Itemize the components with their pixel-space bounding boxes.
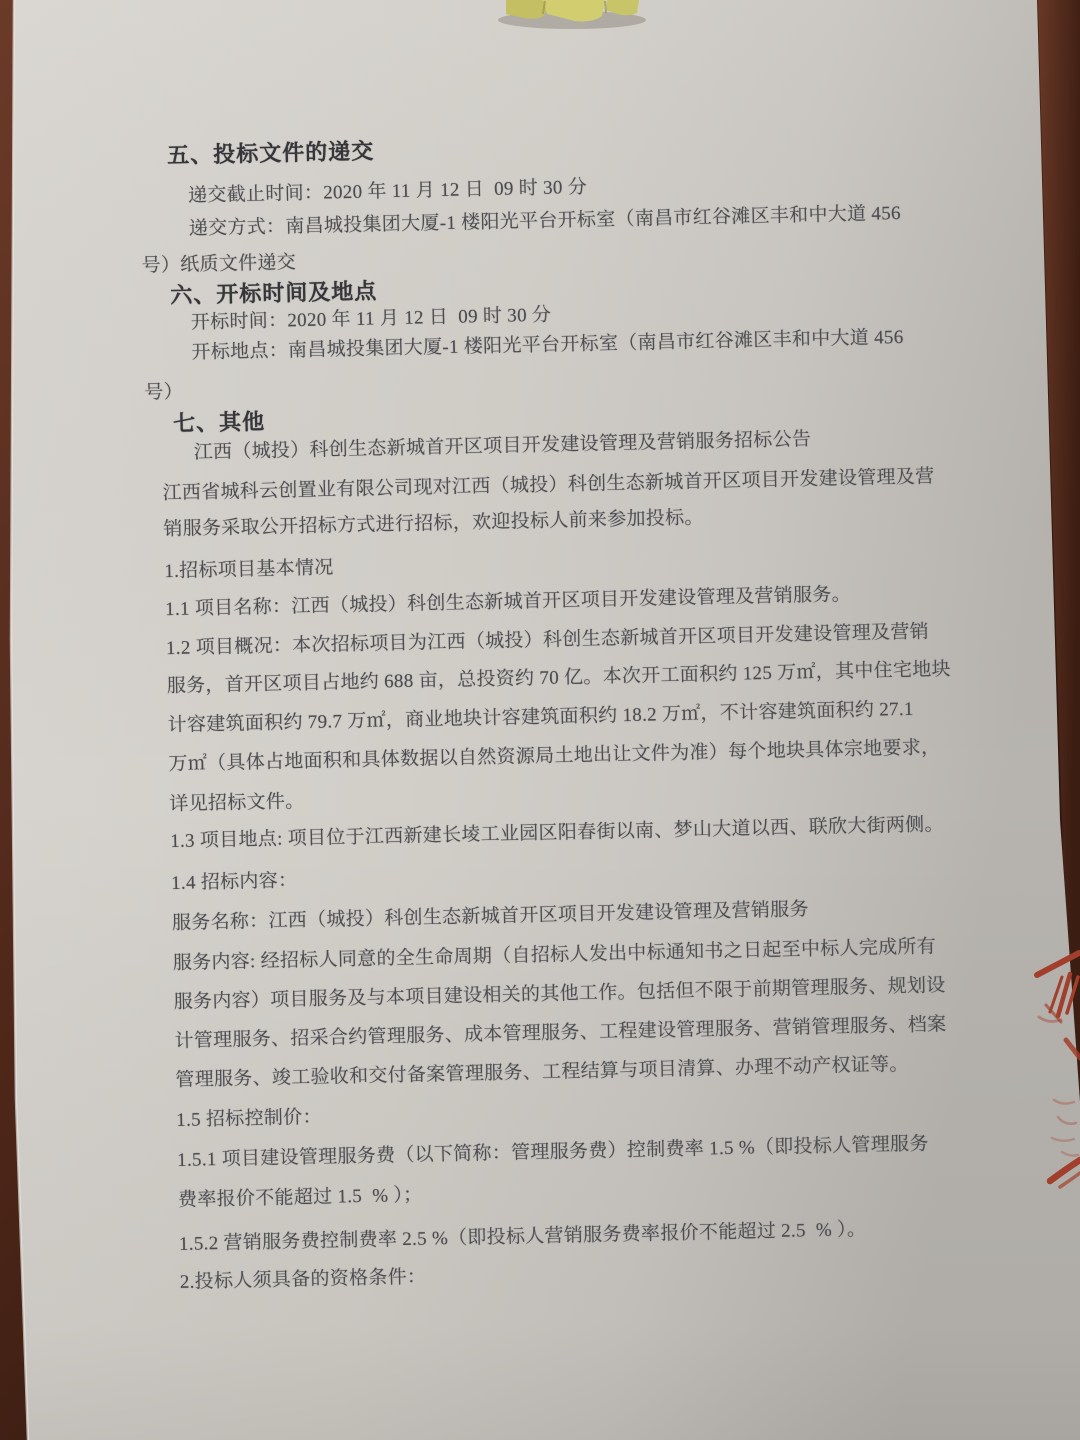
- doc-line: 1.4 招标内容：: [170, 870, 298, 895]
- doc-line: 管理服务、竣工验收和交付备案管理服务、工程结算与项目清算、办理不动产权证等。: [175, 1053, 909, 1091]
- section-heading: 七、其他: [172, 408, 266, 436]
- doc-line: 1.5.2 营销服务费控制费率 2.5 %（即投标人营销服务费率报价不能超过 2.5 % ）。: [178, 1218, 867, 1255]
- doc-line: 1.5.1 项目建设管理服务费（以下简称：管理服务费）控制费率 1.5 %（即投标人管理服务: [176, 1133, 929, 1171]
- doc-line: 号）纸质文件递交: [141, 252, 297, 277]
- doc-line: 1.5 招标控制价：: [176, 1106, 323, 1131]
- doc-line: 1.招标项目基本情况: [164, 557, 334, 583]
- doc-line: 江西（城投）科创生态新城首开区项目开发建设管理及营销服务招标公告: [193, 428, 812, 464]
- doc-line: 2.投标人须具备的资格条件：: [179, 1266, 427, 1293]
- doc-line: 递交方式：南昌城投集团大厦-1 楼阳光平台开标室（南昌市红谷滩区丰和中大道 456: [188, 202, 902, 240]
- section-heading: 五、投标文件的递交: [166, 138, 375, 168]
- doc-line: 江西省城科云创置业有限公司现对江西（城投）科创生态新城首开区项目开发建设管理及营: [162, 466, 935, 505]
- doc-line: 号）: [144, 381, 184, 404]
- doc-line: 计容建筑面积约 79.7 万㎡，商业地块计容建筑面积约 18.2 万㎡，不计容建筑面积约 27.1: [167, 698, 914, 737]
- section-heading: 六、开标时间及地点: [170, 278, 378, 308]
- doc-line: 递交截止时间：2020 年 11 月 12 日 09 时 30 分: [187, 176, 588, 207]
- doc-line: 1.2 项目概况：本次招标项目为江西（城投）科创生态新城首开区项目开发建设管理及营销: [165, 621, 930, 660]
- doc-line: 万㎡（具体占地面积和具体数据以自然资源局土地出让文件为准）每个地块具体宗地要求，: [168, 737, 941, 776]
- doc-line: 服务内容: 经招标人同意的全生命周期（自招标人发出中标通知书之日起至中标人完成所有: [172, 936, 937, 974]
- doc-line: 详见招标文件。: [169, 791, 305, 816]
- doc-line: 服务名称：江西（城投）科创生态新城首开区项目开发建设管理及营销服务: [171, 899, 809, 934]
- doc-line: 开标地点：南昌城投集团大厦-1 楼阳光平台开标室（南昌市红谷滩区丰和中大道 456: [191, 326, 904, 364]
- doc-line: 1.3 项目地点: 项目位于江西新建长堎工业园区阳春街以南、梦山大道以西、联欣大街两侧。: [169, 814, 944, 853]
- paper-shading: [11, 0, 1080, 1440]
- doc-line: 销服务采取公开招标方式进行招标，欢迎投标人前来参加投标。: [163, 507, 704, 541]
- doc-line: 费率报价不能超过 1.5 % ）；: [177, 1184, 423, 1211]
- doc-line: 服务，首开区项目占地约 688 亩，总投资约 70 亿。本次开工面积约 125 万㎡，其中住宅地块: [166, 658, 952, 698]
- doc-line: 1.1 项目名称：江西（城投）科创生态新城首开区项目开发建设管理及营销服务。: [164, 584, 852, 621]
- doc-line: 计管理服务、招采合约管理服务、成本管理服务、工程建设管理服务、营销管理服务、档案: [174, 1014, 947, 1052]
- doc-line: 开标时间：2020 年 11 月 12 日 09 时 30 分: [190, 304, 552, 334]
- doc-line: 服务内容）项目服务及与本项目建设相关的其他工作。包括但不限于前期管理服务、规划设: [173, 975, 946, 1013]
- sticky-note: [498, 0, 646, 29]
